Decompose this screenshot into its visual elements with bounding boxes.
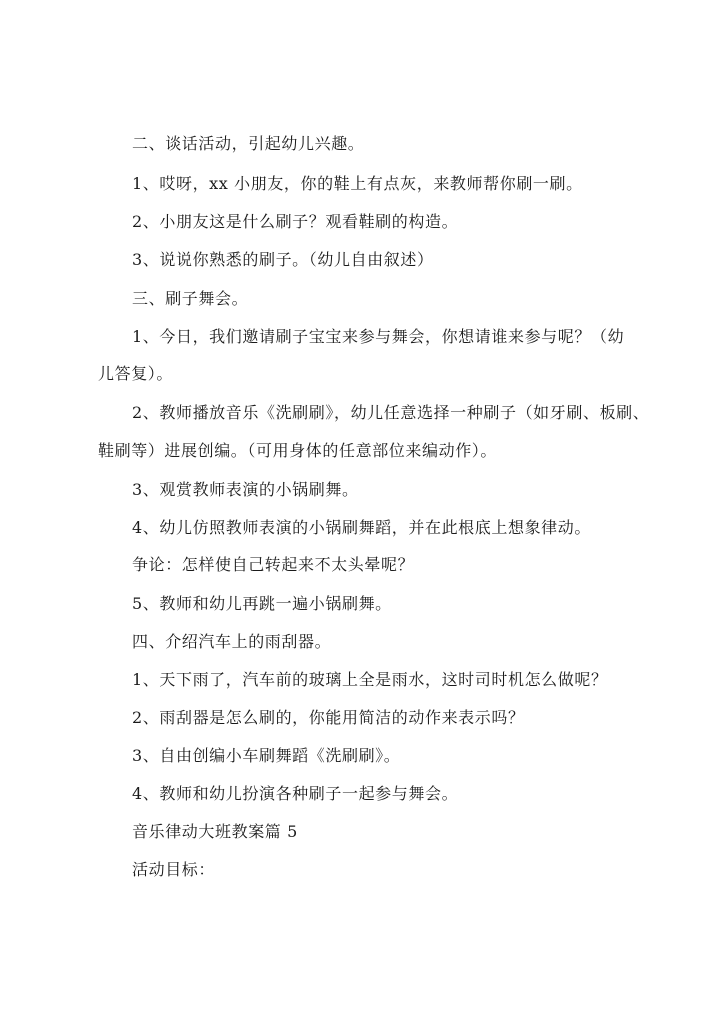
text-line: 二、谈话活动，引起幼儿兴趣。 [132, 134, 365, 153]
text-line: 3、观赏教师表演的小锅刷舞。 [132, 480, 359, 499]
section-heading: 音乐律动大班教案篇 5 [132, 822, 298, 841]
text-line: 活动目标： [132, 860, 216, 879]
text-line: 1、天下雨了，汽车前的玻璃上全是雨水，这时司时机怎么做呢？ [132, 670, 608, 689]
text-line: 3、自由创编小车刷舞蹈《洗刷刷》。 [132, 746, 401, 765]
text-line: 2、小朋友这是什么刷子？观看鞋刷的构造。 [132, 212, 459, 231]
text-line: 1、哎呀，xx 小朋友，你的鞋上有点灰，来教师帮你刷一刷。 [132, 174, 583, 193]
text-line: 2、雨刮器是怎么刷的，你能用简洁的动作来表示吗？ [132, 708, 525, 727]
text-line: 儿答复）。 [98, 364, 174, 383]
text-line: 4、教师和幼儿扮演各种刷子一起参与舞会。 [132, 784, 459, 803]
text-line: 4、幼儿仿照教师表演的小锅刷舞蹈，并在此根底上想象律动。 [132, 518, 591, 537]
text-line: 3、说说你熟悉的刷子。（幼儿自由叙述） [132, 250, 434, 269]
text-line: 三、刷子舞会。 [132, 289, 249, 308]
text-line: 5、教师和幼儿再跳一遍小锅刷舞。 [132, 594, 392, 613]
text-line: 争论：怎样使自己转起来不太头晕呢？ [132, 555, 415, 574]
text-line: 2、教师播放音乐《洗刷刷》，幼儿任意选择一种刷子（如牙刷、板刷、 [132, 403, 650, 422]
text-line: 1、今日，我们邀请刷子宝宝来参与舞会，你想请谁来参与呢？（幼 [132, 327, 625, 346]
text-line: 鞋刷等）进展创编。（可用身体的任意部位来编动作）。 [98, 441, 498, 460]
text-line: 四、介绍汽车上的雨刮器。 [132, 632, 332, 651]
